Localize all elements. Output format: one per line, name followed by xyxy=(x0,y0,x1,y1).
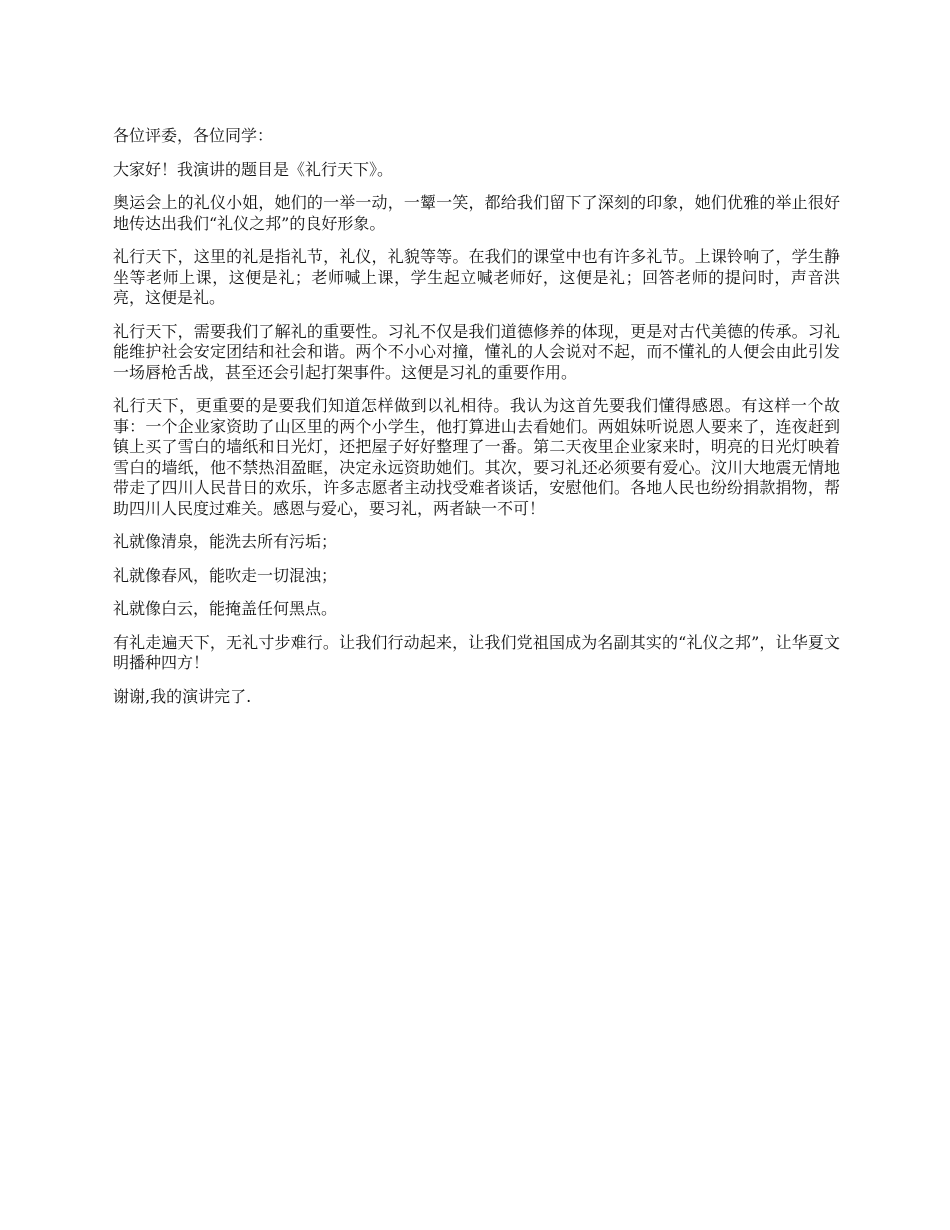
metaphor-line-spring: 礼就像清泉，能洗去所有污垢； xyxy=(113,532,338,551)
classroom-etiquette-paragraph: 礼行天下，这里的礼是指礼节，礼仪，礼貌等等。在我们的课堂中也有许多礼节。上课铃响了，学生静坐等老师上课，这便是礼；老师喊上课，学生起立喊老师好，这便是礼；回答老师的提问时，声音洪亮，这便是礼。 xyxy=(113,247,840,307)
gratitude-story-paragraph: 礼行天下，更重要的是要我们知道怎样做到以礼相待。我认为这首先要我们懂得感恩。有这样一个故事：一个企业家资助了山区里的两个小学生，他打算进山去看她们。两姐妹听说恩人要来了，连夜赶到镇上买了雪白的墙纸和日光灯，还把屋子好好整理了一番。第二天夜里企业家来时，明亮的日光灯映着雪白的墙纸，他不禁热泪盈眶，决定永远资助她们。其次，要习礼还必须要有爱心。汶川大地震无情地带走了四川人民昔日的欢乐，许多志愿者主动找受难者谈话，安慰他们。各地人民也纷纷捐款捐物，帮助四川人民度过难关。感恩与爱心，要习礼，两者缺一不可！ xyxy=(113,396,840,518)
greeting-paragraph: 大家好！我演讲的题目是《礼行天下》。 xyxy=(113,159,394,179)
salutation: 各位评委，各位同学： xyxy=(113,126,274,145)
olympics-paragraph: 奥运会上的礼仪小姐，她们的一举一动，一颦一笑，都给我们留下了深刻的印象，她们优雅的举止很好地传达出我们“礼仪之邦”的良好形象。 xyxy=(113,193,840,233)
document-body xyxy=(113,126,840,720)
metaphor-line-wind: 礼就像春风，能吹走一切混浊； xyxy=(113,565,338,585)
call-to-action-paragraph: 有礼走遍天下，无礼寸步难行。让我们行动起来，让我们党祖国成为名副其实的“礼仪之邦”，让华夏文明播种四方！ xyxy=(113,632,840,672)
importance-paragraph: 礼行天下，需要我们了解礼的重要性。习礼不仅是我们道德修养的体现，更是对古代美德的传承。习礼能维护社会安定团结和社会和谐。两个不小心对撞，懂礼的人会说对不起，而不懂礼的人便会由此引发一场唇枪舌战，甚至还会引起打架事件。这便是习礼的重要作用。 xyxy=(113,321,840,382)
closing-line: 谢谢,我的演讲完了. xyxy=(113,686,252,706)
metaphor-line-cloud: 礼就像白云，能掩盖任何黑点。 xyxy=(113,599,338,618)
